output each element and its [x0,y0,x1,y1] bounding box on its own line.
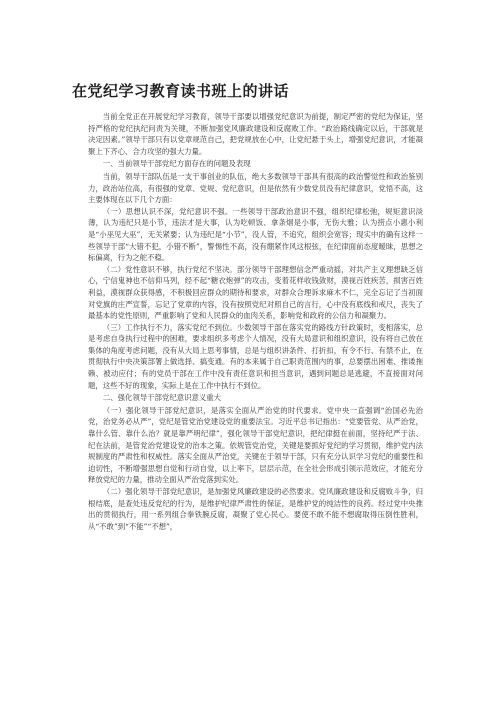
paragraph: （一）强化领导干部党纪意识，是落实全面从严治党的时代要求。党中央一直强调“治国必先治党，治党务必从严”，党纪是管党治党建设党的重要法宝。习近平总书记指出：“党要管党、从严治党，靠什么管、靠什么治？就是靠严明纪律”，强化领导干部党纪意识，把纪律挺在前面，坚持纪严于法、纪在法前，是管党治党建设党的治本之策。依规管党治党，关键是要抓好党纪的学习贯彻，维护党内法规制度的严肃性和权威性。落实全面从严治党，关键在于领导干部，只有充分认识学习党纪的重要性和迫切性，不断增强思想自觉和行动自觉，以上率下，层层示范，在全社会形成引领示范效应，才能充分释放党纪的力量，推动全面从严治党落到实处。 [88,405,423,485]
paragraph: （三）工作执行不力，落实党纪不到位。少数领导干部在落实党的路线方针政策时，变相落实，总是考虑自身执行过程中的困难，要求组织多考虑个人情况，没有大局意识和组织意识，没有将自己放在集体的角度考虑问题，没有从大局上思考事情，总是与组织讲条件、打折扣，有令不行、有禁不止，在贯彻执行中央决策部署上做选择、搞变通。有的本来属于自己职责范围内的事，总要摆出困难、推诿拖赖、被动应付；有的党员干部在工作中没有责任意识和担当意识，遇到问题总是逃避，不直接面对问题，这些不好的现象，实际上是在工作中执行不到位。 [88,322,423,390]
paragraph: （一）思想认识不深，党纪意识不强。一些领导干部政治意识不强，组织纪律松弛，规矩意识淡薄，认为违纪只是小节，违法才是大事，认为吃顿饭、拿条烟是小事，无伤大雅；认为捞点小惠小利是“小巫见大巫”，无关紧要；认为违纪是“小节”，没人管，不追究，组织会宽容；现实中的确有这样一些领导干部“大错不犯，小错不断”，警惕性不高，没有绷紧作风这根弦，在纪律面前态度暧昧，思想之标偏离，行为之舵不稳。 [88,206,423,263]
paragraph: 当前，领导干部队伍是一支干事创业的队伍，绝大多数领导干部具有很高的政治警觉性和政治鉴别力，政治站位高，有很强的党章、党规、党纪意识，但是依然有少数党员没有纪律意识，党悟不高，这主要体现在以下几个方面： [88,171,423,205]
document-title: 在党纪学习教育读书班上的讲话 [72,82,290,100]
section-heading-2: 二、强化领导干部党纪意识意义重大 [102,393,222,403]
document-body [88,111,423,532]
paragraph: （二）党性意识不够，执行党纪不坚决。部分领导干部理想信念严重动摇，对共产主义理想缺乏信心，宁信鬼神也不信仰马列，经不起“糖衣炮弹”的攻击，变着花样收钱敛财，漠视百姓疾苦，损害百姓利益，漠视群众获得感，不积极回应群众的期待和要求，对群众合理诉求麻木不仁，完全忘记了当初面对党旗的庄严宣誓，忘记了党章的内容，没有按照党纪对照自己的言行，心中没有底线和戒尺，丧失了最基本的党性原则，严重影响了党和人民群众的血肉关系，影响党和政府的公信力和凝聚力。 [88,264,423,321]
paragraph: （二）强化领导干部党纪意识，是加强党风廉政建设的必然要求。党风廉政建设和反腐败斗争，归根结底，是查处违反党纪的行为，是维护纪律严肃性的保证，是维护党的纯洁性的良药。经过党中央推出的贯彻执行，用一系列组合拳铁腕反腐，凝聚了党心民心。要使不敢不能不想腐取得压倒性胜利，从“不敢”到“不能”“不想”， [88,487,423,531]
section-heading-1: 一、当前领导干部党纪方面存在的问题及表现 [102,159,251,169]
paragraph-intro: 当前全党正在开展党纪学习教育，领导干部要以增强党纪意识为前提，制定严密的党纪为保证，坚持严格的党纪执纪问责为关键，不断加强党风廉政建设和反腐败工作。“政治路线确定以后，干部就是决定因素。”领导干部只有以党章规范自己，把党规放在心中，让党纪悬于头上，增强党纪意识，才能凝聚上下齐心、合力攻坚的强大力量。 [88,112,423,156]
